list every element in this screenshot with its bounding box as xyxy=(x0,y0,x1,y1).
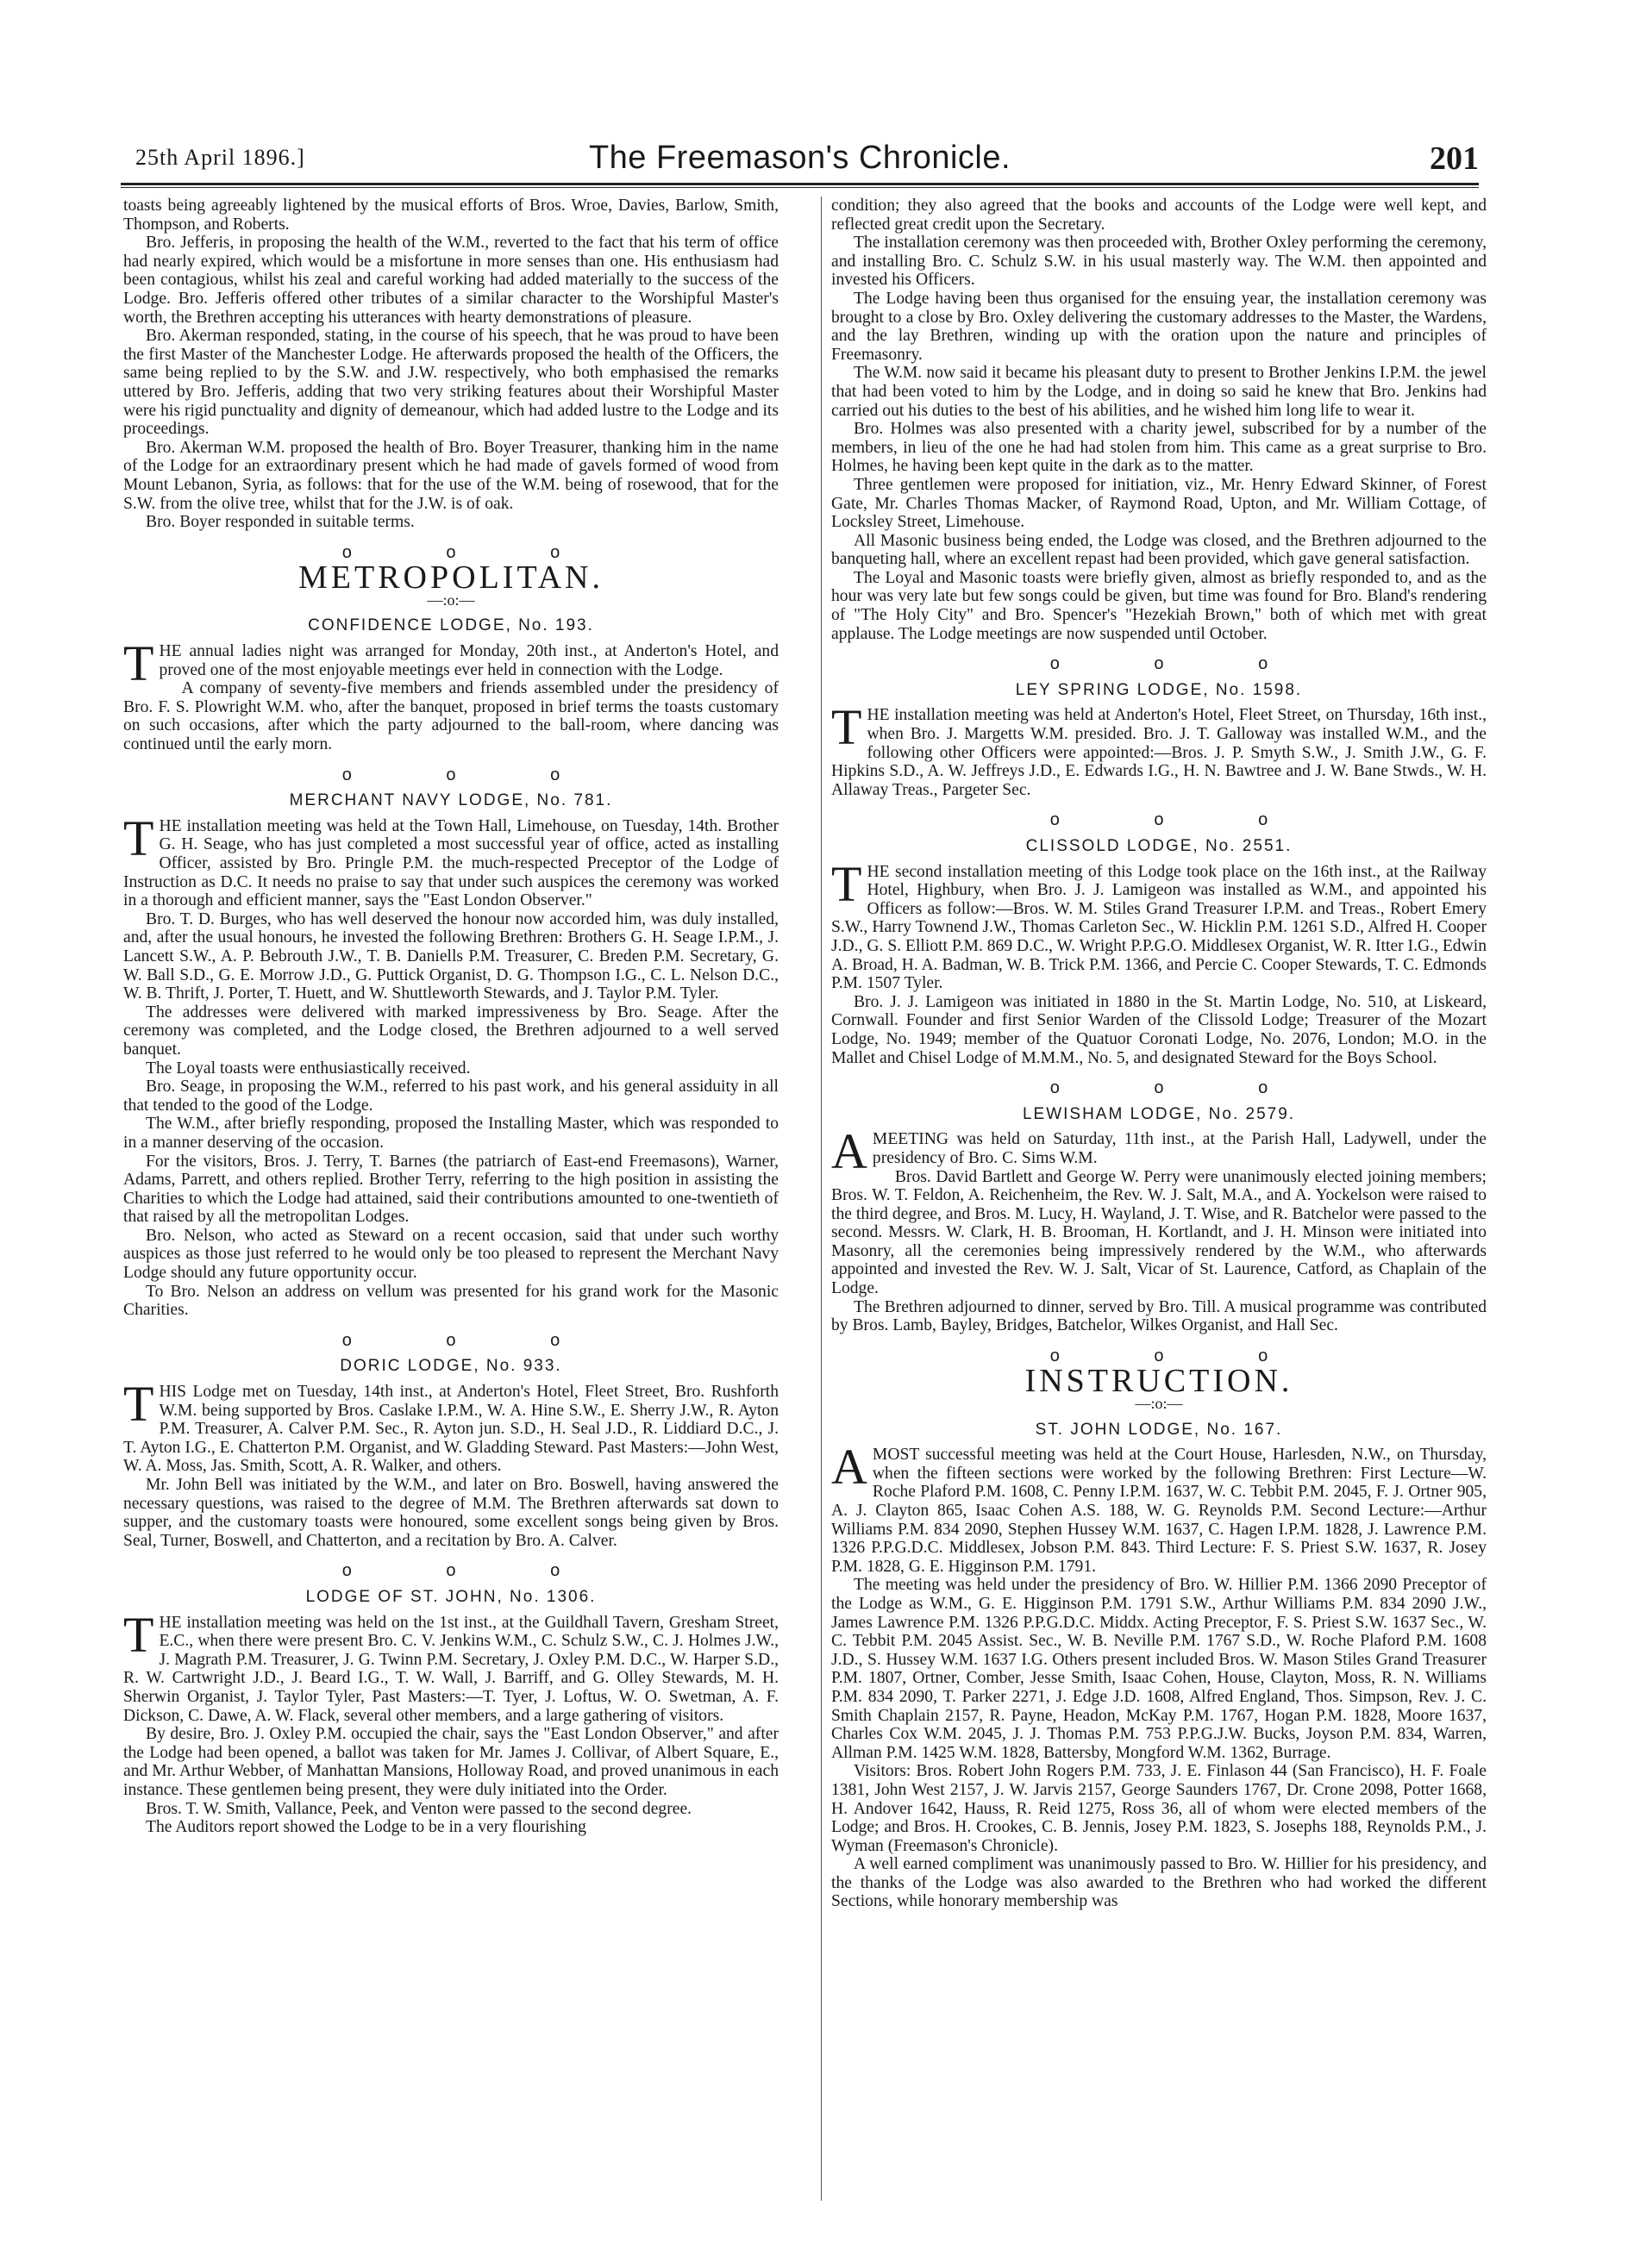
lead-text: HIS Lodge met on Tuesday, 14th inst., at Anderton's Hotel, Fleet Street, Bro. Rushforth W.M. being supported by Bros. Caslake I.P.M., W. A. Hine S.W., E. Sherry J.W., R. Ayton P.M. Treasurer, A. Calver P.M. Sec., R. Ayton jun. S.D., H. Seal J.D., R. Liddiard D.C., J. T. Ayton I.G., E. Chatterton P.M. Organist, and W. Gladding Steward. Past Masters:—John West, W. A. Moss, Jas. Smith, Scott, A. R. Walker, and others. xyxy=(123,1383,779,1476)
lead-text: MOST successful meeting was held at the Court House, Harlesden, N.W., on Thursday, when the fifteen sections were worked by the following Brethren: First Lecture—W. Roche Plaford P.M. 1608, C. Penny I.P.M. 1637, W. C. Tebbit P.M. 2045, F. J. Ortner 905, A. J. Clayton 865, Isaac Cohen A.S. 188, W. G. Reynolds P.M. Second Lecture:—Arthur Williams P.M. 834 2090, Stephen Hussey W.M. 1637, C. Hagen I.P.M. 1828, J. Lawrence P.M. 1326 P.P.G.D.C. Middlesex, Jobson P.M. 843. Third Lecture: F. S. Priest S.W. 1637, R. Josey P.M. 1828, G. E. Higginson P.M. 1791. xyxy=(831,1446,1487,1576)
lodge-heading-doric: DORIC LODGE, No. 933. xyxy=(340,1357,562,1376)
drop-cap: T xyxy=(123,809,154,866)
lodge-heading-lewisham: LEWISHAM LODGE, No. 2579. xyxy=(1022,1104,1296,1123)
issue-date: 25th April 1896.] xyxy=(135,145,305,170)
section-ornament: o o o xyxy=(341,1330,605,1350)
left-column xyxy=(123,197,779,1837)
lodge-report-lead xyxy=(831,1123,1487,1180)
paragraph: Bro. Boyer responded in suitable terms. xyxy=(146,513,415,532)
paragraph: For the visitors, Bros. J. Terry, T. Barnes (the patriarch of East-end Freemasons), Warner, Adams, Parrett, and others replied. Brother Terry, referring to the high position in assisting the Charities to which the Lodge had attained, said their contributions amounted to one-twentieth of that raised by all the metropolitan Lodges. xyxy=(123,1152,779,1227)
page-number: 201 xyxy=(1430,141,1479,177)
paragraph: Bro. J. J. Lamigeon was initiated in 1880 in the St. Martin Lodge, No. 510, at Liskeard, Cornwall. Founder and first Senior Warden of the Clissold Lodge; Treasurer of the Mozart Lodge, No. 1949; member of the Quatuor Coronati Lodge, No. 2076, London; M.O. in the Mallet and Chisel Lodge of M.M.M., No. 5, and designated Steward for the Boys School. xyxy=(831,992,1487,1067)
lodge-heading-merchant-navy: MERCHANT NAVY LODGE, No. 781. xyxy=(289,791,613,810)
section-separator: —:o:— xyxy=(1135,1395,1183,1413)
paragraph: The W.M. now said it became his pleasant duty to present to Brother Jenkins I.P.M. the jewel that had been voted to him by the Lodge, and in doing so said he knew that Bro. Jenkins had carried out his duties to the best of his abilities, and he wished him long life to wear it. xyxy=(831,364,1487,420)
lodge-report-lead xyxy=(831,855,1487,993)
section-ornament: o o o xyxy=(341,542,605,562)
lodge-heading-clissold: CLISSOLD LODGE, No. 2551. xyxy=(1025,837,1293,855)
lodge-report-lead xyxy=(123,1376,779,1476)
paragraph: To Bro. Nelson an address on vellum was presented for his grand work for the Masonic Charities. xyxy=(123,1282,779,1320)
paragraph: Mr. John Bell was initiated by the W.M., and later on Bro. Boswell, having answered the necessary questions, was raised to the degree of M.M. The Brethren afterwards sat down to supper, and the customary toasts were honoured, some excellent songs being given by Bros. Seal, Turner, Boswell, and Chatterton, and a recitation by Bro. A. Calver. xyxy=(123,1476,779,1550)
paragraph: toasts being agreeably lightened by the musical efforts of Bros. Wroe, Davies, Barlow, Smith, Thompson, and Roberts. xyxy=(123,197,779,234)
paragraph: Visitors: Bros. Robert John Rogers P.M. 733, J. E. Finlason 44 (San Francisco), H. F. Foale 1381, John West 2157, J. W. Jarvis 2157, George Saunders 1767, Dr. Crone 2098, Potter 1668, H. Andover 1642, Hauss, R. Reid 1275, Ross 36, all of whom were elected members of the Lodge; and Bros. H. Crookes, C. B. Jennis, Josey P.M. 1823, S. Josephs 188, Reynolds P.M., J. Wyman (Freemason's Chronicle). xyxy=(831,1762,1487,1855)
paragraph: Three gentlemen were proposed for initiation, viz., Mr. Henry Edward Skinner, of Forest Gate, Mr. Charles Thomas Macker, of Raymond Road, Upton, and Mr. William Cottage, of Locksley Street, Limehouse. xyxy=(831,475,1487,532)
paragraph: Bros. David Bartlett and George W. Perry were unanimously elected joining members; Bros. W. T. Feldon, A. Reichenheim, the Rev. W. J. Salt, M.A., and A. Yockelson were raised to the third degree, and Bros. M. Lucy, H. Wayland, J. T. Wise, and R. Batchelor were passed to the second. Messrs. W. Clark, H. B. Brooman, H. Kortlandt, and J. H. Minson were initiated into Masonry, all the ceremonies being impressively rendered by the W.M., who afterwards appointed and invested the Rev. W. J. Salt, Vicar of St. Laurence, Catford, as Chaplain of the Lodge. xyxy=(831,1167,1487,1298)
paragraph: Bro. Akerman W.M. proposed the health of Bro. Boyer Treasurer, thanking him in the name of the Lodge for an extraordinary present which he had made of gavels formed of wood from Mount Lebanon, Syria, as follows: that for the use of the W.M. being of rosewood, that for the S.W. from the olive tree, whilst that for the J.W. is of oak. xyxy=(123,438,779,513)
drop-cap: T xyxy=(831,699,862,756)
lodge-report-lead xyxy=(123,635,779,692)
paragraph: condition; they also agreed that the books and accounts of the Lodge were well kept, and reflected great credit upon the Secretary. xyxy=(831,197,1487,234)
lodge-report-lead xyxy=(123,809,779,910)
lead-text: HE second installation meeting of this Lodge took place on the 16th inst., at the Railway Hotel, Highbury, when Bro. J. J. Lamigeon was installed as W.M., and appointed his Officers as follow:—Bros. W. M. Stiles Grand Treasurer I.P.M. and Treas., Robert Emery S.W., Harry Townend J.W., Thomas Carleton Sec., W. Hicklin P.M. 1261 S.D., Alfred H. Cooper J.D., G. S. Elliott P.M. 869 D.C., W. Wright P.P.G.O. Middlesex Organist, W. R. Itter I.G., Edwin A. Broad, H. A. Badman, W. B. Trick P.M. 1366, and Percie C. Cooper Stewards, T. C. Edmonds P.M. 1507 Tyler. xyxy=(831,862,1487,993)
paragraph: By desire, Bro. J. Oxley P.M. occupied the chair, says the "East London Observer," and after the Lodge had been opened, a ballot was taken for Mr. James J. Collivar, of Albert Square, E., and Mr. Arthur Webber, of Manhattan Mansions, Holloway Road, and proved unanimous in each instance. These gentlemen being present, they were duly initiated into the Order. xyxy=(123,1725,779,1799)
paragraph: The addresses were delivered with marked impressiveness by Bro. Seage. After the ceremony was completed, and the Lodge closed, the Brethren adjourned to a well served banquet. xyxy=(123,1003,779,1059)
section-ornament: o o o xyxy=(1049,810,1313,830)
lodge-heading-st-john-167: ST. JOHN LODGE, No. 167. xyxy=(1035,1420,1283,1439)
lodge-report-lead xyxy=(831,699,1487,799)
section-ornament: o o o xyxy=(1049,654,1313,674)
paragraph: The Auditors report showed the Lodge to be in a very flourishing xyxy=(146,1818,586,1837)
page-header xyxy=(121,140,1479,183)
paragraph: The W.M., after briefly responding, proposed the Installing Master, which was responded to in a manner deserving of the occasion. xyxy=(123,1115,779,1152)
paragraph: All Masonic business being ended, the Lodge was closed, and the Brethren adjourned to the banqueting hall, where an excellent repast had been provided, which gave general satisfaction. xyxy=(831,531,1487,569)
paragraph: Bro. T. D. Burges, who has well deserved the honour now accorded him, was duly installed, and, after the usual honours, he invested the following Brethren: Brothers G. H. Seage I.P.M., J. Lancett S.W., A. P. Bebrouth J.W., T. B. Daniells P.M. Treasurer, C. Breden P.M. Secretary, G. W. Ball S.D., G. E. Morrow J.D., G. Puttick Organist, D. G. Thompson I.G., C. L. Nelson D.C., W. B. Thrift, J. Porter, T. Huett, and W. Shuttleworth Stewards, and J. Taylor P.M. Tyler. xyxy=(123,909,779,1003)
drop-cap: A xyxy=(831,1123,867,1180)
column-divider xyxy=(821,197,822,2201)
right-column xyxy=(831,197,1487,1911)
lodge-report-lead xyxy=(123,1606,779,1726)
lead-text: HE annual ladies night was arranged for Monday, 20th inst., at Anderton's Hotel, and proved one of the most enjoyable meetings ever held in connection with the Lodge. xyxy=(159,642,779,679)
header-rule xyxy=(121,183,1479,188)
paragraph: Bro. Holmes was also presented with a charity jewel, subscribed for by a number of the members, in lieu of the one he had had stolen from him. This came as a great surprise to Bro. Holmes, he having been kept quite in the dark as to the matter. xyxy=(831,420,1487,476)
lead-text: HE installation meeting was held on the 1st inst., at the Guildhall Tavern, Gresham Street, E.C., when there were present Bro. C. V. Jenkins W.M., C. Schulz S.W., C. J. Holmes J.W., J. Magrath P.M. Treasurer, J. G. Twinn P.M. Secretary, J. Oxley P.M. D.C., W. Harper S.D., R. W. Cartwright J.D., J. Beard I.G., T. W. Wall, J. Barriff, and G. Olley Stewards, M. H. Sherwin Organist, J. Taylor Tyler, Past Masters:—T. Tyer, J. Loftus, W. O. Swetman, A. F. Dickson, C. Dawe, A. W. Flack, several other members, and a large gathering of visitors. xyxy=(123,1613,779,1725)
paragraph: A well earned compliment was unanimously passed to Bro. W. Hillier for his presidency, and the thanks of the Lodge was also awarded to the Brethren who had worked the different Sections, while honorary membership was xyxy=(831,1855,1487,1911)
paragraph: The Loyal and Masonic toasts were briefly given, almost as briefly responded to, and as the hour was very late but few songs could be given, but time was found for Bro. Bland's rendering of "The Holy City" and Bro. Spencer's "Hezekiah Brown," both of which met with great applause. The Lodge meetings are now suspended until October. xyxy=(831,568,1487,643)
drop-cap: T xyxy=(123,1376,154,1433)
section-ornament: o o o xyxy=(1049,1346,1313,1365)
paragraph: Bros. T. W. Smith, Vallance, Peek, and Venton were passed to the second degree. xyxy=(146,1799,692,1818)
section-ornament: o o o xyxy=(341,1561,605,1581)
lodge-heading-ley-spring: LEY SPRING LODGE, No. 1598. xyxy=(1015,680,1303,699)
paragraph: The Lodge having been thus organised for the ensuing year, the installation ceremony was brought to a close by Bro. Oxley delivering the customary addresses to the Master, the Wardens, and the lay Brethren, winding up with the oration upon the nature and principles of Freemasonry. xyxy=(831,289,1487,364)
drop-cap: A xyxy=(831,1439,867,1496)
drop-cap: T xyxy=(123,635,154,692)
section-ornament: o o o xyxy=(1049,1078,1313,1098)
lead-text: HE installation meeting was held at Anderton's Hotel, Fleet Street, on Thursday, 16th inst., when Bro. J. Margetts W.M. presided. Bro. J. T. Galloway was installed W.M., and the following other Officers were appointed:—Bros. J. P. Smyth S.W., J. Smith J.W., G. F. Hipkins S.D., A. W. Jeffreys J.D., E. Edwards I.G., H. N. Bawtree and J. W. Bane Stwds., W. H. Allaway Treas., Pargeter Sec. xyxy=(831,706,1487,799)
lodge-report-lead xyxy=(831,1439,1487,1576)
lodge-heading-st-john-1306: LODGE OF ST. JOHN, No. 1306. xyxy=(305,1587,597,1606)
section-separator: —:o:— xyxy=(427,590,475,609)
paragraph: The installation ceremony was then proceeded with, Brother Oxley performing the ceremony, and installing Bro. C. Schulz S.W. in his usual masterly way. The W.M. then appointed and invested his Officers. xyxy=(831,234,1487,290)
section-heading-instruction: INSTRUCTION. xyxy=(1024,1363,1293,1400)
drop-cap: T xyxy=(831,855,862,912)
lead-text: HE installation meeting was held at the Town Hall, Limehouse, on Tuesday, 14th. Brother G. H. Seage, who has just completed a most successful year of office, acted as installing Officer, assisted by Bro. Pringle P.M. the much-respected Preceptor of the Lodge of Instruction as D.C. It needs no praise to say that under such auspices the ceremony was worked in a thorough and efficient manner, says the "East London Observer." xyxy=(123,816,779,910)
section-ornament: o o o xyxy=(341,765,605,784)
paragraph: The Brethren adjourned to dinner, served by Bro. Till. A musical programme was contributed by Bros. Lamb, Bayley, Bridges, Batchelor, Wilkes Organist, and Hall Sec. xyxy=(831,1297,1487,1335)
paragraph: A company of seventy-five members and friends assembled under the presidency of Bro. F. S. Plowright W.M. who, after the banquet, proposed in brief terms the toasts customary on such occasions, after which the party adjourned to the ball-room, where dancing was continued until the early morn. xyxy=(123,679,779,754)
lead-text: MEETING was held on Saturday, 11th inst., at the Parish Hall, Ladywell, under the presidency of Bro. C. Sims W.M. xyxy=(872,1130,1487,1167)
paragraph: The meeting was held under the presidency of Bro. W. Hillier P.M. 1366 2090 Preceptor of the Lodge as W.M., G. E. Higginson P.M. 1791 S.W., Arthur Williams P.M. 834 2090 J.W., James Lawrence P.M. 1326 P.P.G.D.C. Middx. Acting Preceptor, F. S. Priest S.W. 1637 Sec., W. C. Tebbit P.M. 2045 Assist. Sec., W. B. Neville P.M. 1767 S.D., W. Roche Plaford P.M. 1608 J.D., S. Hussey W.M. 1637 I.G. Others present included Bros. W. Mason Stiles Grand Treasurer P.M. 1807, Ortner, Comber, Jesse Smith, Isaac Cohen, House, Clayton, Moss, R. N. Williams P.M. 834 2090, T. Parker 2271, J. Edge J.D. 1608, Alfred England, Thos. Simpson, Rev. J. C. Smith Chaplain 2157, R. Payne, Headon, McKay P.M. 1767, Hogan P.M. 1828, Moore 1637, Charles Cox W.M. 2045, J. J. Thomas P.M. 753 P.P.G.J.W. Bucks, Joyson P.M. 834, Warren, Allman P.M. 1425 W.M. 1828, Battersby, Mongford W.M. 1362, Burrage. xyxy=(831,1576,1487,1762)
lodge-heading-confidence: CONFIDENCE LODGE, No. 193. xyxy=(308,616,594,635)
paragraph: Bro. Jefferis, in proposing the health of the W.M., reverted to the fact that his term of office had nearly expired, which would be a misfortune in more senses than one. His enthusiasm had been contagious, whilst his zeal and careful working had added materially to the success of the Lodge. Bro. Jefferis offered other tributes of a similar character to the Worshipful Master's worth, the Brethren accepting his utterances with hearty demonstrations of pleasure. xyxy=(123,234,779,327)
masthead-title: The Freemason's Chronicle. xyxy=(588,140,1011,176)
paragraph: The Loyal toasts were enthusiastically received. xyxy=(146,1059,471,1078)
paragraph: Bro. Akerman responded, stating, in the course of his speech, that he was proud to have been the first Master of the Manchester Lodge. He afterwards proposed the health of the Officers, the same being replied to by the S.W. and J.W. respectively, who both emphasised the remarks uttered by Bro. Jefferis, adding that two very striking features about their Worshipful Master were his rigid punctuality and dignity of demeanour, which had added lustre to the Lodge and its proceedings. xyxy=(123,327,779,439)
paragraph: Bro. Nelson, who acted as Steward on a recent occasion, said that under such worthy auspices as those just referred to he would only be too pleased to represent the Merchant Navy Lodge should any future opportunity occur. xyxy=(123,1226,779,1283)
drop-cap: T xyxy=(123,1606,154,1663)
paragraph: Bro. Seage, in proposing the W.M., referred to his past work, and his general assiduity in all that tended to the good of the Lodge. xyxy=(123,1078,779,1115)
section-heading-metropolitan: METROPOLITAN. xyxy=(298,559,604,597)
